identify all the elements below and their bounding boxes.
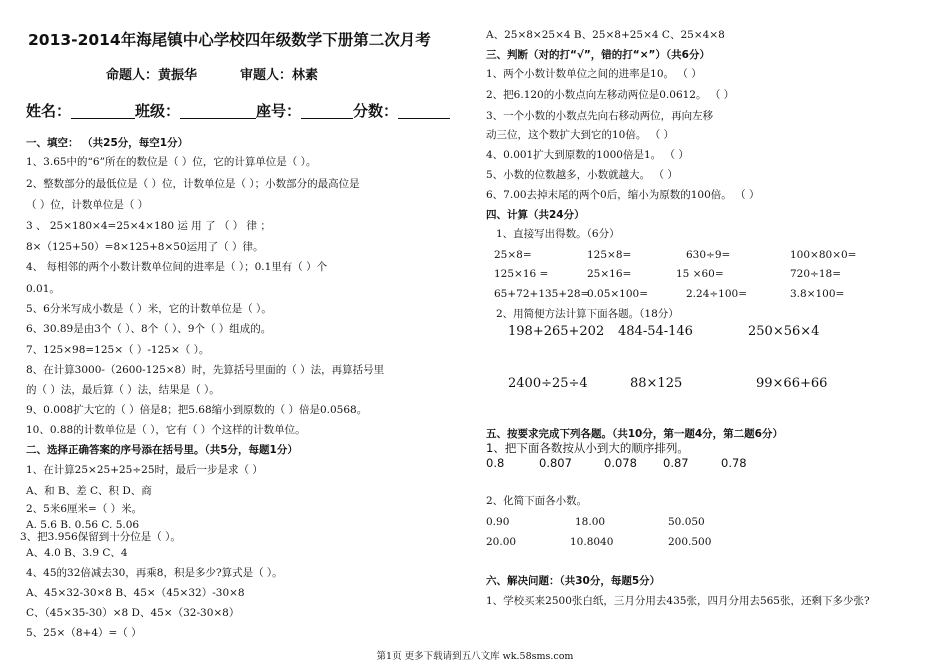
s3-line: 1、两个小数计数单位之间的进率是10。 （ ） (486, 68, 702, 80)
s1-line: 8、在计算3000-（2600-125×8）时，先算括号里面的（ ）法，再算括号里 (26, 364, 385, 376)
calc-cell: 2.24÷100= (686, 288, 748, 300)
reviewer: 审题人：林素 (240, 68, 319, 83)
s1-line: 4、 每相邻的两个小数计数单位间的进率是（ ）；0.1里有（ ）个 (26, 261, 328, 273)
s2-line: 1、在计算25×25+25÷25时，最后一步是求（ ） (26, 464, 263, 476)
calc-cell: 720÷18= (790, 268, 841, 280)
s2-line: 3、把3.956保留到十分位是（ ）。 (20, 531, 181, 543)
s3-line: 4、0.001扩大到原数的1000倍是1。 （ ） (486, 149, 689, 161)
s2-line: A、和 B、差 C、积 D、商 (26, 485, 152, 497)
s1-line: 7、125×98=125×（ ）-125×（ ）。 (26, 344, 210, 356)
s1-line: （ ）位，计数单位是（ ） (26, 199, 149, 211)
calc-cell: 125×8= (587, 249, 632, 261)
s2-line: A、4.0 B、3.9 C、4 (26, 547, 128, 559)
s5-simplify: 50.050 (668, 516, 705, 528)
s2-options: A、25×8×25×4 B、25×8+25×4 C、25×4×8 (486, 29, 725, 41)
calc-cell: 125×16 = (494, 268, 549, 280)
s5-q1: 1、把下面各数按从小到大的顺序排列。 (486, 441, 689, 455)
calc-cell: 15 ×60= (676, 268, 724, 280)
simple-calc: 88×125 (630, 376, 683, 391)
section6-heading: 六、解决问题：（共30分，每题5分） (486, 575, 661, 587)
section2-heading: 二、选择正确答案的序号添在括号里。（共5分，每题1分） (26, 444, 298, 456)
s5-number: 0.8 (486, 456, 505, 470)
s5-simplify: 18.00 (575, 516, 606, 528)
page-title: 2013-2014年海尾镇中心学校四年级数学下册第二次月考 (28, 31, 431, 49)
simple-calc: 484-54-146 (618, 324, 693, 339)
seat-label: 座号： (256, 102, 302, 120)
s2-line: A、45×32-30×8 B、45×（45×32）-30×8 (26, 587, 245, 599)
s1-line: 8×（125+50）=8×125+8×50运用了（ ）律。 (26, 241, 264, 253)
simple-calc: 2400÷25÷4 (508, 376, 588, 391)
s1-line: 6、30.89是由3个（ ）、8个（ ）、9个（ ）组成的。 (26, 323, 272, 335)
s1-line: 0.01。 (26, 283, 60, 295)
s2-line: 5、25×（8+4）=（ ） (26, 627, 142, 639)
s1-line: 1、3.65中的“6”所在的数位是（ ）位，它的计算单位是（ ）。 (26, 156, 317, 168)
section5-heading: 五、按要求完成下列各题。（共10分，第一题4分，第二题6分） (486, 428, 783, 440)
s6-q1: 1、学校买来2500张白纸，三月分用去435张，四月分用去565张，还剩下多少张? (486, 595, 870, 607)
s4-q2-label: 2、用简便方法计算下面各题。（18分） (496, 308, 679, 320)
calc-cell: 100×80×0= (790, 249, 857, 261)
s1-line: 10、0.88的计数单位是（ ），它有（ ）个这样的计数单位。 (26, 424, 306, 436)
s1-line: 的（ ）法，最后算（ ）法，结果是（ ）。 (26, 384, 220, 396)
calc-cell: 65+72+135+28= (494, 288, 590, 300)
s1-line: 3 、 25×180×4=25×4×180 运 用 了 （ ） 律 ； (26, 220, 271, 232)
s3-line: 动三位，这个数扩大到它的10倍。 （ ） (486, 129, 675, 141)
s5-q2: 2、化简下面各小数。 (486, 495, 588, 507)
calc-cell: 630÷9= (686, 249, 731, 261)
calc-cell: 0.05×100= (587, 288, 649, 300)
name-label: 姓名： (26, 102, 72, 120)
class-label: 班级： (135, 102, 181, 120)
s5-number: 0.78 (721, 456, 747, 470)
s5-simplify: 20.00 (486, 536, 517, 548)
s1-line: 9、0.008扩大它的（ ）倍是8；把5.68缩小到原数的（ ）倍是0.0568。 (26, 404, 368, 416)
name-blank[interactable] (71, 106, 135, 119)
section1-heading: 一、填空： （共25分，每空1分） (26, 137, 189, 149)
s3-line: 6、7.00去掉末尾的两个0后，缩小为原数的100倍。 （ ） (486, 189, 760, 201)
s5-number: 0.87 (663, 456, 689, 470)
seat-blank[interactable] (301, 106, 353, 119)
s5-number: 0.807 (539, 456, 572, 470)
info-row (26, 104, 450, 119)
s5-simplify: 10.8040 (570, 536, 614, 548)
s2-line: 2、5米6厘米=（ ）米。 (26, 503, 143, 515)
simple-calc: 99×66+66 (756, 376, 828, 391)
simple-calc: 198+265+202 (508, 324, 605, 339)
section4-heading: 四、计算（共24分） (486, 209, 585, 221)
s5-simplify: 0.90 (486, 516, 510, 528)
calc-cell: 3.8×100= (790, 288, 845, 300)
class-blank[interactable] (180, 106, 256, 119)
s1-line: 2、整数部分的最低位是（ ）位，计数单位是（ ）；小数部分的最高位是 (26, 178, 360, 190)
s2-line: A. 5.6 B. 0.56 C. 5.06 (26, 519, 140, 531)
s5-simplify: 200.500 (668, 536, 712, 548)
s3-line: 2、把6.120的小数点向左移动两位是0.0612。 （ ） (486, 89, 735, 101)
s2-line: 4、45的32倍减去30，再乘8，积是多少?算式是（ ）。 (26, 567, 283, 579)
s5-number: 0.078 (604, 456, 637, 470)
page-footer: 第1页 更多下载请到五八文库 wk.58sms.com (376, 651, 574, 662)
s2-line: C、（45×35-30）×8 D、45×（32-30×8） (26, 607, 240, 619)
setter: 命题人：黄振华 (106, 68, 198, 83)
s1-line: 5、6分米写成小数是（ ）米，它的计数单位是（ ）。 (26, 303, 272, 315)
s3-line: 5、小数的位数越多，小数就越大。 （ ） (486, 169, 678, 181)
score-label: 分数： (353, 102, 399, 120)
score-blank[interactable] (398, 106, 450, 119)
simple-calc: 250×56×4 (748, 324, 820, 339)
calc-cell: 25×16= (587, 268, 632, 280)
s3-line: 3、一个小数的小数点先向右移动两位，再向左移 (486, 110, 714, 122)
s4-q1-label: 1、直接写出得数。（6分） (496, 228, 620, 240)
calc-cell: 25×8= (494, 249, 532, 261)
section3-heading: 三、判断（对的打“√”，错的打“×”）（共6分） (486, 49, 710, 61)
